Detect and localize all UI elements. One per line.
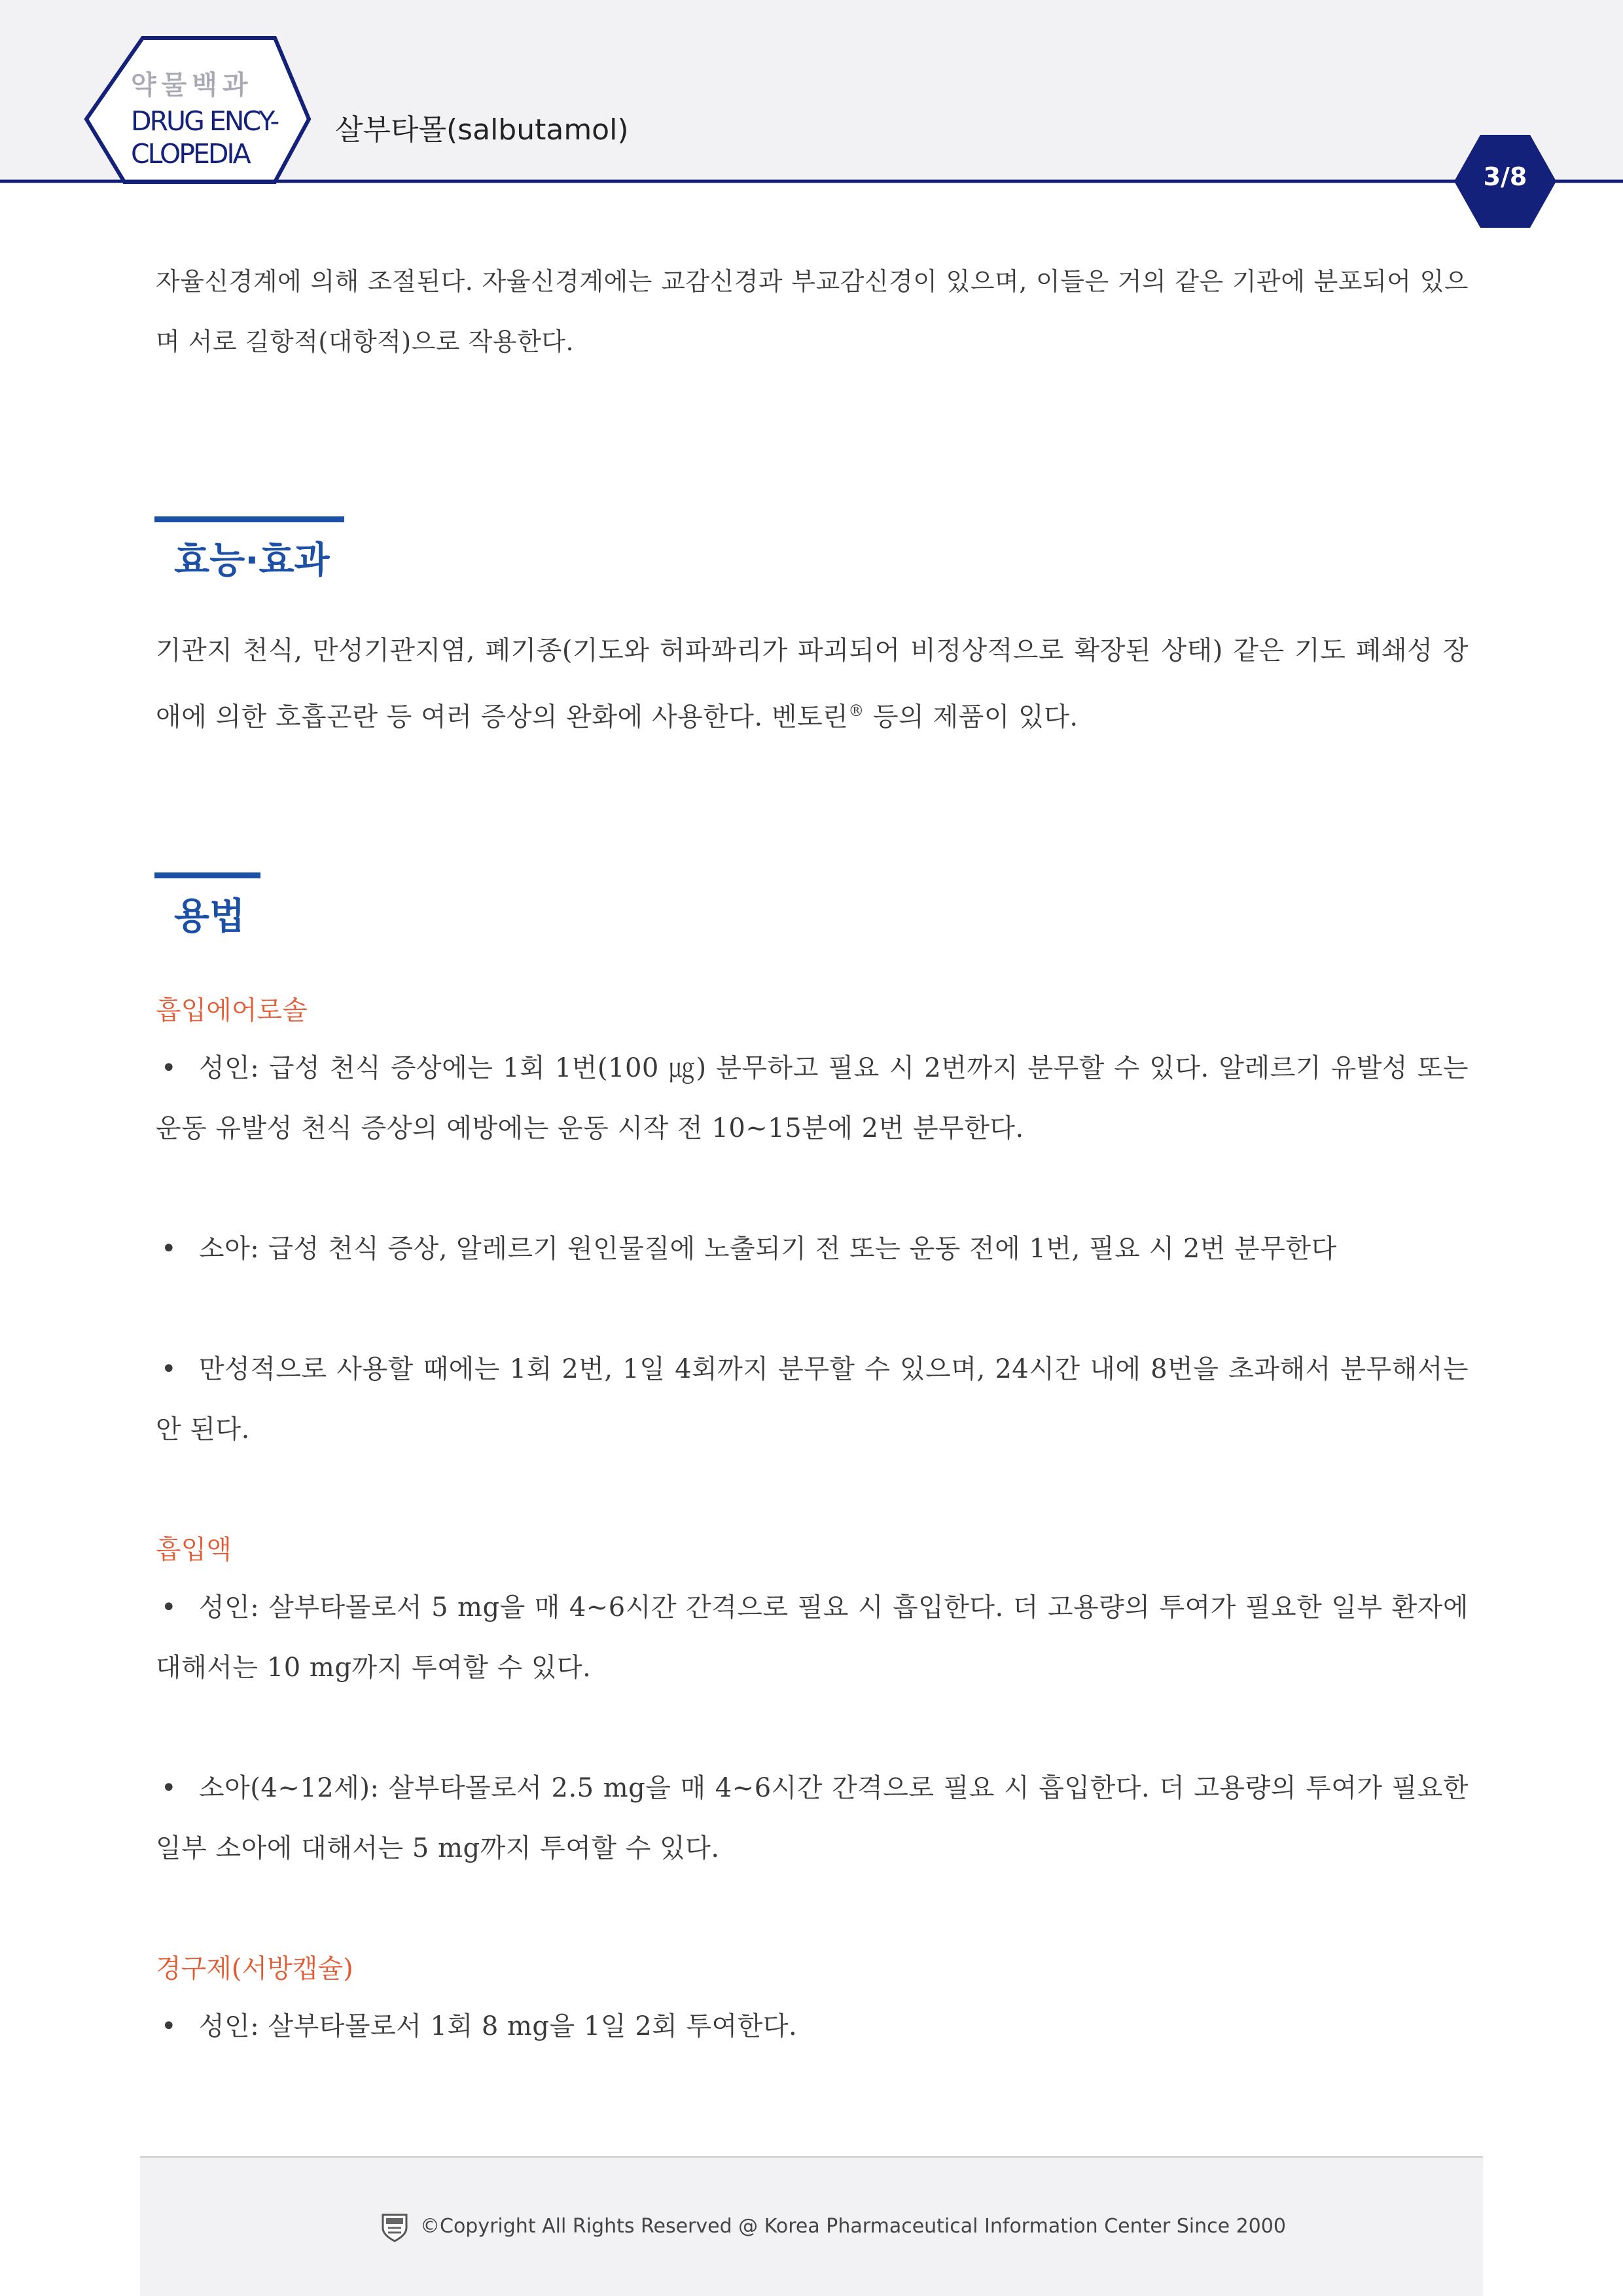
- efficacy-paragraph: [156, 620, 1469, 747]
- logo-english-line2: CLOPEDIA: [131, 138, 249, 170]
- bullet-icon: •: [161, 1773, 177, 1803]
- list-item: [156, 1758, 1469, 1878]
- bullet-icon: •: [161, 1592, 177, 1623]
- dosage-item-text: 만성적으로 사용할 때에는 1회 2번, 1일 4회까지 분무할 수 있으며, 24시간 내에 8번을 초과해서 분무해서는 안 된다.: [156, 1354, 1469, 1444]
- dosage-title-bar: [154, 872, 260, 878]
- bullet-icon: •: [161, 1234, 177, 1264]
- list-item: [156, 1339, 1469, 1460]
- footer-copyright: ©Copyright All Rights Reserved @ Korea Pharmaceutical Information Center Since 2000: [420, 2215, 1286, 2238]
- dosage-item-text: 성인: 급성 천식 증상에는 1회 1번(100 ㎍) 분무하고 필요 시 2번까지 분무할 수 있다. 알레르기 유발성 또는 운동 유발성 천식 증상의 예방에는 운동 시작 전 10~15분에 2번 분무한다.: [156, 1053, 1469, 1143]
- logo-korean: 약물백과: [131, 70, 253, 100]
- registered-mark: ®: [848, 702, 865, 720]
- dosage-title: 용법: [174, 895, 245, 938]
- dosage-item-text: 성인: 살부타몰로서 5 mg을 매 4~6시간 간격으로 필요 시 흡입한다. 더 고용량의 투여가 필요한 일부 환자에 대해서는 10 mg까지 투여할 수 있다.: [156, 1592, 1469, 1683]
- logo-english: [131, 105, 294, 170]
- page-number: 3/8: [1483, 162, 1527, 191]
- efficacy-title: 효능·효과: [174, 539, 330, 582]
- dosage-item-text: 성인: 살부타몰로서 1회 8 mg을 1일 2회 투여한다.: [199, 2011, 798, 2041]
- bullet-icon: •: [161, 1354, 177, 1384]
- bullet-icon: •: [161, 1053, 177, 1083]
- document-title: 살부타몰(salbutamol): [335, 113, 629, 147]
- bullet-icon: •: [161, 2011, 177, 2041]
- list-item: [156, 1219, 1469, 1279]
- dosage-item-text: 소아: 급성 천식 증상, 알레르기 원인물질에 노출되기 전 또는 운동 전에 1번, 필요 시 2번 분무한다: [199, 1234, 1337, 1264]
- shield-crest-icon: [381, 2212, 408, 2242]
- list-item: [156, 1577, 1469, 1698]
- dosage-subtitle-capsule: 경구제(서방캡슐): [156, 1954, 353, 1984]
- dosage-item-text: 소아(4~12세): 살부타몰로서 2.5 mg을 매 4~6시간 간격으로 필요 시 흡입한다. 더 고용량의 투여가 필요한 일부 소아에 대해서는 5 mg까지 투여할 수 있다.: [156, 1773, 1469, 1863]
- logo-english-line1: DRUG ENCY-: [131, 105, 278, 137]
- efficacy-text-after: 등의 제품이 있다.: [864, 702, 1079, 732]
- efficacy-text: 기관지 천식, 만성기관지염, 폐기종(기도와 허파꽈리가 파괴되어 비정상적으로 확장된 상태) 같은 기도 폐쇄성 장애에 의한 호흡곤란 등 여러 증상의 완화에 사용한다. 벤토린: [156, 636, 1469, 732]
- efficacy-title-bar: [154, 516, 344, 522]
- list-item: [156, 1996, 1469, 2056]
- intro-paragraph: 자율신경계에 의해 조절된다. 자율신경계에는 교감신경과 부교감신경이 있으며, 이들은 거의 같은 기관에 분포되어 있으며 서로 길항적(대항적)으로 작용한다.: [156, 267, 1469, 356]
- dosage-subtitle-aerosol: 흡입에어로솔: [156, 996, 308, 1026]
- list-item: [156, 1038, 1469, 1158]
- dosage-subtitle-solution: 흡입액: [156, 1535, 232, 1565]
